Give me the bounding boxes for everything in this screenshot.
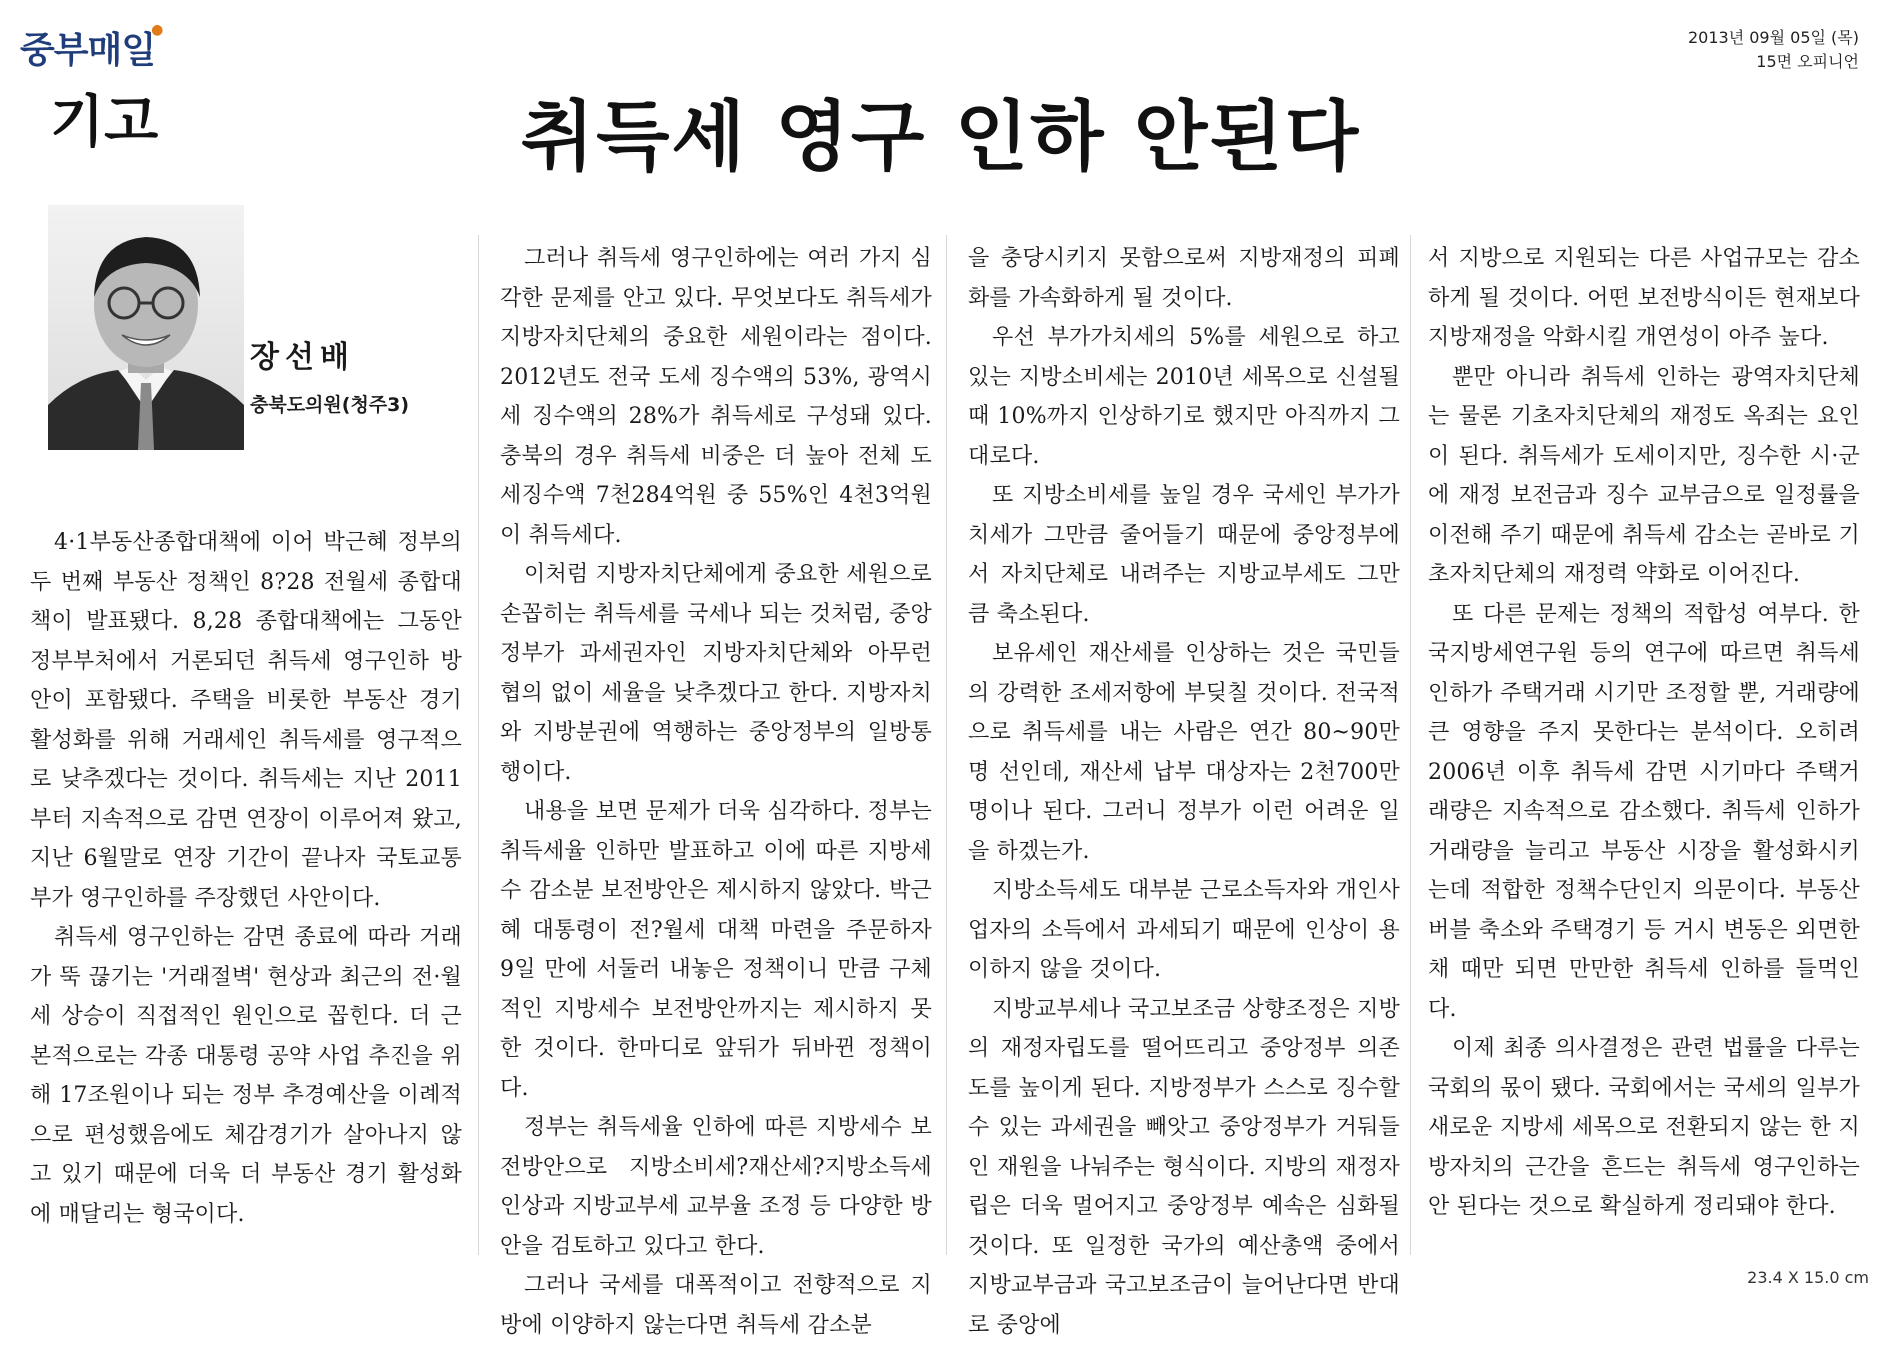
column-divider	[946, 235, 947, 1255]
paragraph: 그러나 취득세 영구인하에는 여러 가지 심각한 문제를 안고 있다. 무엇보다도 취득세가 지방자치단체의 중요한 세원이라는 점이다. 2012년도 전국 도세 징수액의 53%, 광역시세 징수액의 28%가 취득세로 구성돼 있다. 충북의 경우 취득세 비중은 더 높아 전체 도세징수액 7천284억원 중 55%인 4천3억원이 취득세다.	[500, 239, 932, 555]
paragraph: 을 충당시키지 못함으로써 지방재정의 피폐화를 가속화하게 될 것이다.	[968, 239, 1400, 318]
article-column-1	[30, 523, 462, 1234]
masthead-logo: 중부매일●	[20, 22, 162, 73]
author-photo	[48, 205, 244, 450]
paragraph: 뿐만 아니라 취득세 인하는 광역자치단체는 물론 기초자치단체의 재정도 옥죄는 요인이 된다. 취득세가 도세이지만, 징수한 시·군에 재정 보전금과 징수 교부금으로 일정률을 이전해 주기 때문에 취득세 감소는 곧바로 기초자치단체의 재정력 약화로 이어진다.	[1428, 358, 1860, 595]
article-column-2	[500, 239, 932, 1345]
column-divider	[478, 235, 479, 1255]
dateline	[1688, 26, 1859, 74]
paragraph: 우선 부가가치세의 5%를 세원으로 하고 있는 지방소비세는 2010년 세목으로 신설될 때 10%까지 인상하기로 했지만 아직까지 그대로다.	[968, 318, 1400, 476]
paragraph: 4·1부동산종합대책에 이어 박근혜 정부의 두 번째 부동산 정책인 8?28 전월세 종합대책이 발표됐다. 8,28 종합대책에는 그동안 정부부처에서 거론되던 취득세 영구인하 방안이 포함됐다. 주택을 비롯한 부동산 경기 활성화를 위해 거래세인 취득세를 영구적으로 낮추겠다는 것이다. 취득세는 지난 2011부터 지속적으로 감면 연장이 이루어져 왔고, 지난 6월말로 연장 기간이 끝나자 국토교통부가 영구인하를 주장했던 사안이다.	[30, 523, 462, 918]
paragraph: 내용을 보면 문제가 더욱 심각하다. 정부는 취득세율 인하만 발표하고 이에 따른 지방세수 감소분 보전방안은 제시하지 않았다. 박근혜 대통령이 전?월세 대책 마련을 주문하자 9일 만에 서둘러 내놓은 정책이니 만큼 구체적인 지방세수 보전방안까지는 제시하지 못한 것이다. 한마디로 앞뒤가 뒤바뀐 정책이다.	[500, 792, 932, 1108]
paragraph: 그러나 국세를 대폭적이고 전향적으로 지방에 이양하지 않는다면 취득세 감소분	[500, 1266, 932, 1345]
article-column-4	[1428, 239, 1860, 1227]
section-label: 기고	[50, 78, 158, 158]
paragraph: 지방소득세도 대부분 근로소득자와 개인사업자의 소득에서 과세되기 때문에 인상이 용이하지 않을 것이다.	[968, 871, 1400, 990]
paragraph: 취득세 영구인하는 감면 종료에 따라 거래가 뚝 끊기는 '거래절벽' 현상과 최근의 전·월세 상승이 직접적인 원인으로 꼽힌다. 더 근본적으로는 각종 대통령 공약 사업 추진을 위해 17조원이나 되는 정부 추경예산을 이례적으로 편성했음에도 체감경기가 살아나지 않고 있기 때문에 더욱 더 부동산 경기 활성화에 매달리는 형국이다.	[30, 918, 462, 1234]
paragraph: 보유세인 재산세를 인상하는 것은 국민들의 강력한 조세저항에 부딪칠 것이다. 전국적으로 취득세를 내는 사람은 연간 80~90만 명 선인데, 재산세 납부 대상자는 2천700만 명이나 된다. 그러니 정부가 이런 어려운 일을 하겠는가.	[968, 634, 1400, 871]
column-divider	[1410, 235, 1411, 1255]
paragraph: 서 지방으로 지원되는 다른 사업규모는 감소하게 될 것이다. 어떤 보전방식이든 현재보다 지방재정을 악화시킬 개연성이 아주 높다.	[1428, 239, 1860, 358]
paragraph: 정부는 취득세율 인하에 따른 지방세수 보전방안으로 지방소비세?재산세?지방소득세 인상과 지방교부세 교부율 조정 등 다양한 방안을 검토하고 있다고 한다.	[500, 1108, 932, 1266]
author-title: 충북도의원(청주3)	[250, 390, 409, 417]
paragraph: 또 지방소비세를 높일 경우 국세인 부가가치세가 그만큼 줄어들기 때문에 중앙정부에서 자치단체로 내려주는 지방교부세도 그만큼 축소된다.	[968, 476, 1400, 634]
paragraph: 이제 최종 의사결정은 관련 법률을 다루는 국회의 몫이 됐다. 국회에서는 국세의 일부가 새로운 지방세 세목으로 전환되지 않는 한 지방자치의 근간을 흔드는 취득세 영구인하는 안 된다는 것으로 확실하게 정리돼야 한다.	[1428, 1029, 1860, 1227]
paragraph: 또 다른 문제는 정책의 적합성 여부다. 한국지방세연구원 등의 연구에 따르면 취득세 인하가 주택거래 시기만 조정할 뿐, 거래량에 큰 영향을 주지 못한다는 분석이다. 오히려 2006년 이후 취득세 감면 시기마다 주택거래량은 지속적으로 감소했다. 취득세 인하가 거래량을 늘리고 부동산 시장을 활성화시키는데 적합한 정책수단인지 의문이다. 부동산 버블 축소와 주택경기 등 거시 변동은 외면한 채 때만 되면 만만한 취득세 인하를 들먹인다.	[1428, 595, 1860, 1030]
clipping-dimensions: 23.4 X 15.0 cm	[1747, 1268, 1869, 1287]
publication-date: 2013년 09월 05일 (목)	[1688, 26, 1859, 50]
page-section: 15면 오피니언	[1688, 50, 1859, 74]
paragraph: 지방교부세나 국고보조금 상향조정은 지방의 재정자립도를 떨어뜨리고 중앙정부 의존도를 높이게 된다. 지방정부가 스스로 징수할 수 있는 과세권을 빼앗고 중앙정부가 거둬들인 재원을 나눠주는 형식이다. 지방의 재정자립은 더욱 멀어지고 중앙정부 예속은 심화될 것이다. 또 일정한 국가의 예산총액 중에서 지방교부금과 국고보조금이 늘어난다면 반대로 중앙에	[968, 990, 1400, 1345]
author-portrait-icon	[48, 205, 244, 450]
headline: 취득세 영구 인하 안된다	[0, 76, 1881, 185]
article-column-3	[968, 239, 1400, 1345]
author-name: 장선배	[250, 332, 355, 376]
paragraph: 이처럼 지방자치단체에게 중요한 세원으로 손꼽히는 취득세를 국세나 되는 것처럼, 중앙정부가 과세권자인 지방자치단체와 아무런 협의 없이 세율을 낮추겠다고 한다. 지방자치와 지방분권에 역행하는 중앙정부의 일방통행이다.	[500, 555, 932, 792]
